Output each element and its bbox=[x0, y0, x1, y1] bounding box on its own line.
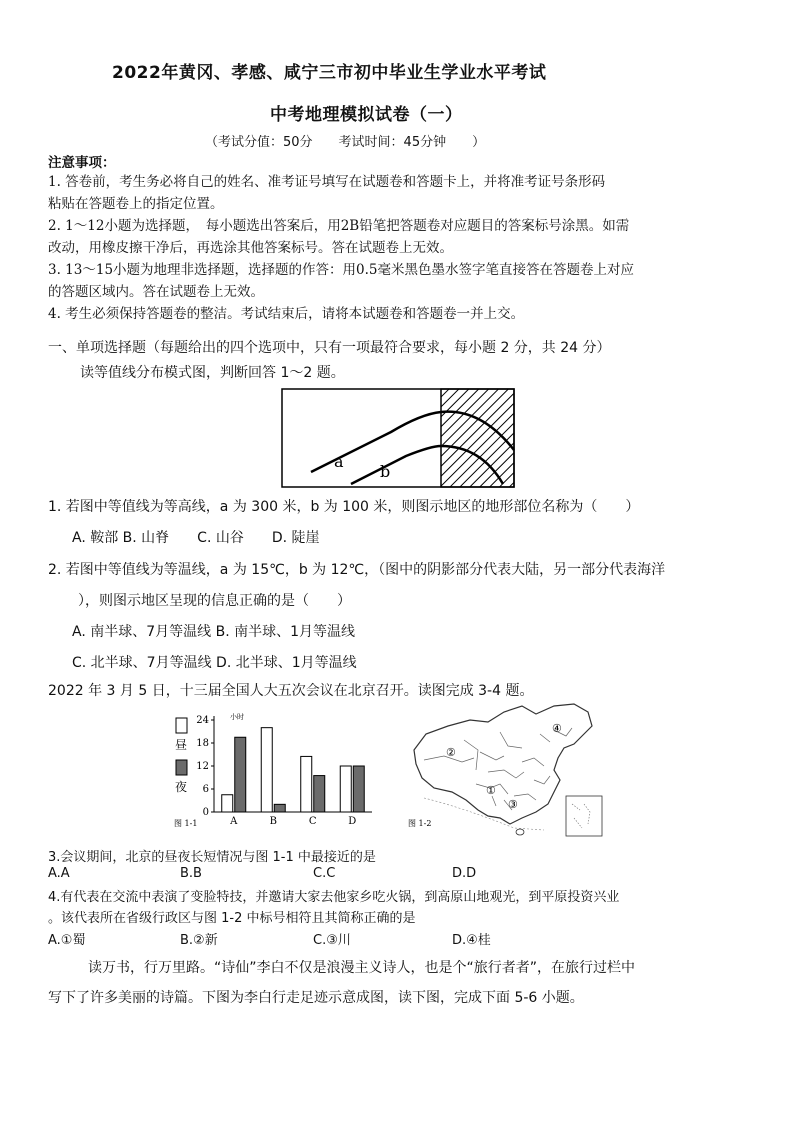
question-2-options: A. 南半球、7月等温线 B. 南半球、1月等温线 bbox=[72, 624, 355, 640]
question-3-option-b: B.B bbox=[180, 866, 202, 881]
question-1-options: A. 鞍部 B. 山脊 C. 山谷 D. 陡崖 bbox=[72, 530, 320, 546]
y-tick-label: 24 bbox=[196, 715, 209, 726]
question-1-stem: 1. 若图中等值线为等高线，a 为 300 米，b 为 100 米，则图示地区的地形部位名称为（ ） bbox=[48, 499, 640, 515]
bar-A-night bbox=[235, 737, 246, 812]
note-line: 改动，用橡皮擦干净后，再选涂其他答案标号。答在试题卷上无效。 bbox=[48, 240, 453, 256]
question-3-stem: 3.会议期间，北京的昼夜长短情况与图 1-1 中最接近的是 bbox=[48, 850, 376, 865]
intro-q1-2: 读等值线分布模式图，判断回答 1～2 题。 bbox=[80, 365, 345, 381]
y-tick-label: 18 bbox=[196, 738, 209, 749]
x-tick-label: D bbox=[348, 816, 357, 827]
x-tick-label: A bbox=[230, 816, 238, 827]
chart-bars bbox=[222, 728, 365, 812]
note-line: 粘贴在答题卷上的指定位置。 bbox=[48, 196, 224, 212]
isoline-figure bbox=[281, 388, 515, 488]
question-3-option-a: A.A bbox=[48, 866, 70, 881]
question-4-option-c: C.③川 bbox=[313, 933, 351, 948]
y-tick-label: 0 bbox=[202, 807, 209, 818]
passage-line: 读万书，行万里路。“诗仙”李白不仅是浪漫主义诗人，也是个“旅行者者”，在旅行过栏中 bbox=[88, 960, 636, 976]
china-map-figure bbox=[404, 700, 614, 842]
notes-heading: 注意事项： bbox=[48, 155, 116, 171]
x-tick-label: B bbox=[269, 816, 277, 827]
question-4-stem-cont: 。该代表所在省级行政区与图 1-2 中标号相符且其简称正确的是 bbox=[48, 911, 416, 926]
question-4-stem: 4.有代表在交流中表演了变脸特技，并邀请大家去他家乡吃火锅，到高原山地观光，到平原投资兴业 bbox=[48, 890, 620, 905]
figure-1-2-caption: 图 1-2 bbox=[408, 819, 432, 828]
bar-B-night bbox=[274, 804, 285, 812]
question-2-stem: 2. 若图中等值线为等温线，a 为 15℃，b 为 12℃，（图中的阴影部分代表大陆，另一部分代表海洋 bbox=[48, 562, 666, 578]
section-heading: 一、单项选择题（每题给出的四个选项中，只有一项最符合要求，每小题 2 分，共 24 分） bbox=[48, 340, 611, 356]
south-china-sea-inset bbox=[566, 796, 602, 836]
note-line: 的答题区域内。答在试题卷上无效。 bbox=[48, 284, 264, 300]
y-axis-unit: 小时 bbox=[230, 713, 244, 721]
hainan-island bbox=[516, 829, 524, 835]
map-marker-3: ③ bbox=[508, 798, 518, 811]
bar-C-night bbox=[314, 776, 325, 812]
legend-day-label: 昼 bbox=[175, 738, 188, 752]
bar-A-day bbox=[222, 795, 233, 812]
question-4-option-a: A.①蜀 bbox=[48, 933, 86, 948]
map-marker-1: ① bbox=[486, 784, 496, 797]
china-outline bbox=[414, 704, 592, 824]
isoline-label-a: a bbox=[334, 452, 344, 471]
note-line: 1. 答卷前，考生务必将自己的姓名、准考证号填写在试题卷和答题卡上，并将准考证号条形码 bbox=[48, 174, 606, 190]
question-4-option-b: B.②新 bbox=[180, 933, 218, 948]
question-3-option-c: C.C bbox=[313, 866, 336, 881]
passage-line: 写下了许多美丽的诗篇。下图为李白行走足迹示意成图，读下图，完成下面 5-6 小题。 bbox=[48, 990, 584, 1006]
bar-D-night bbox=[353, 766, 364, 812]
x-tick-label: C bbox=[308, 816, 317, 827]
paper-subtitle: 中考地理模拟试卷（一） bbox=[270, 105, 463, 125]
question-2-options: C. 北半球、7月等温线 D. 北半球、1月等温线 bbox=[72, 655, 357, 671]
exam-info: （考试分值：50分 考试时间：45分钟 ） bbox=[205, 135, 486, 150]
day-night-bar-chart bbox=[172, 708, 382, 833]
map-marker-4: ④ bbox=[552, 722, 562, 735]
intro-q3-4: 2022 年 3 月 5 日，十三届全国人大五次会议在北京召开。读图完成 3-4 题。 bbox=[48, 683, 534, 699]
legend-night-swatch bbox=[176, 760, 187, 775]
map-marker-2: ② bbox=[446, 746, 456, 759]
exam-title: 2022年黄冈、孝感、咸宁三市初中毕业生学业水平考试 bbox=[112, 63, 547, 83]
note-line: 4. 考生必须保持答题卷的整洁。考试结束后，请将本试题卷和答题卷一并上交。 bbox=[48, 306, 525, 322]
isoline-label-b: b bbox=[380, 462, 391, 481]
legend-day-swatch bbox=[176, 718, 187, 733]
note-line: 3. 13～15小题为地理非选择题，选择题的作答：用0.5毫米黑色墨水签字笔直接答在答题卷上对应 bbox=[48, 262, 634, 278]
bar-D-day bbox=[340, 766, 351, 812]
question-4-option-d: D.④桂 bbox=[452, 933, 491, 948]
bar-C-day bbox=[301, 756, 312, 812]
y-tick-label: 12 bbox=[196, 761, 209, 772]
question-3-option-d: D.D bbox=[452, 866, 477, 881]
question-2-stem-cont: ），则图示地区呈现的信息正确的是（ ） bbox=[78, 593, 351, 609]
y-tick-label: 6 bbox=[202, 784, 209, 795]
note-line: 2. 1～12小题为选择题， 每小题选出答案后，用2B铅笔把答题卷对应题目的答案标号涂黑。如需 bbox=[48, 218, 630, 234]
figure-1-1-caption: 图 1-1 bbox=[174, 819, 198, 828]
legend-night-label: 夜 bbox=[175, 780, 188, 794]
bar-B-day bbox=[261, 728, 272, 812]
